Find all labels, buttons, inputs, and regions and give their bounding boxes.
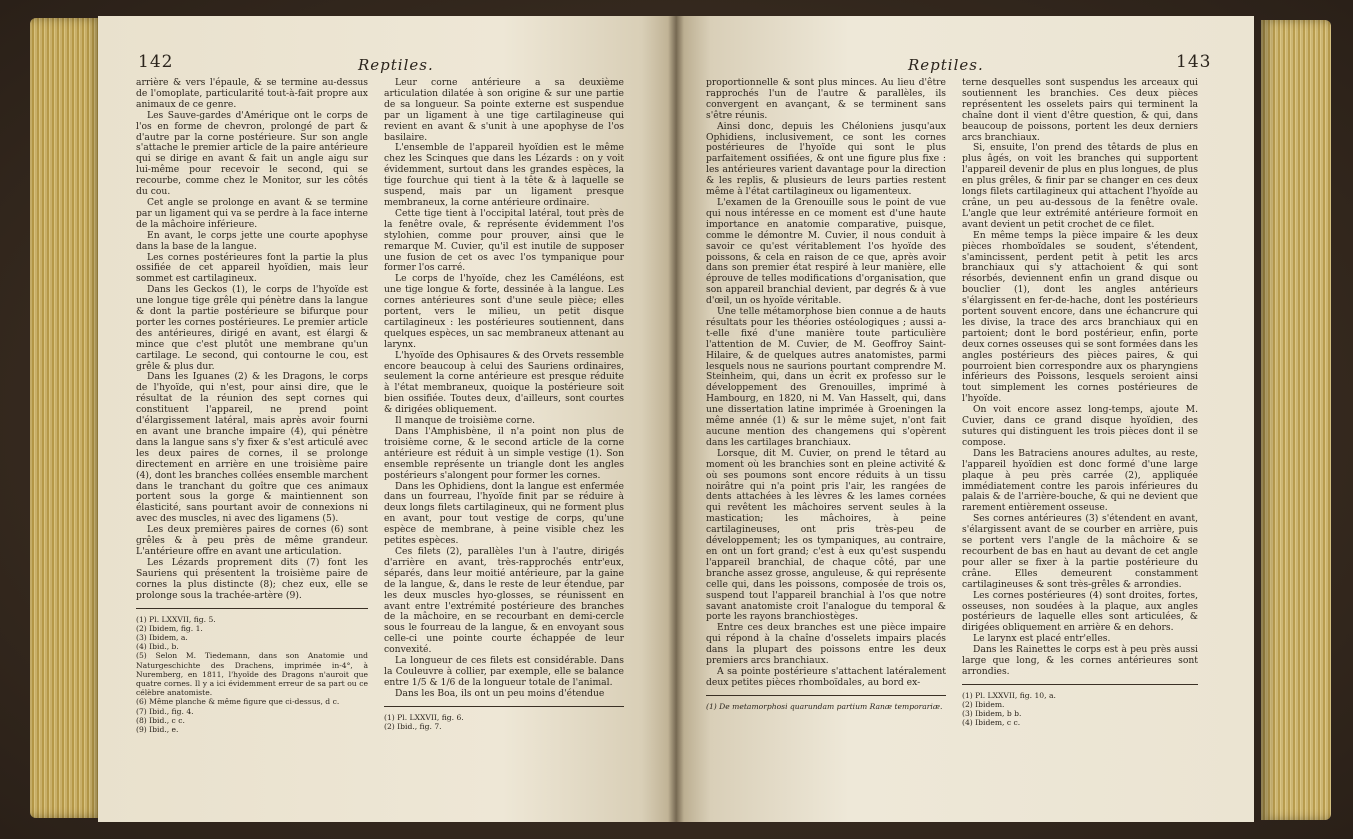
- paragraph: Le larynx est placé entr'elles.: [973, 633, 1111, 645]
- paragraph: L'hyoïde des Ophisaures & des Orvets ressemble encore beaucoup à celui des Sauriens ordinaires, seulement la corne antérieure est presque réduite à l'état membraneux, quoique la postérieure soit bien ossifiée. Toutes deux, d'ailleurs, sont courtes & dirigées obliquement.: [384, 349, 624, 416]
- footnote-rule: [136, 608, 368, 609]
- footnote: (1) De metamorphosi quarundam partium Ranæ temporariæ.: [706, 701, 943, 711]
- paragraph: Les deux premières paires de cornes (6) sont grêles & à peu près de même grandeur. L'antérieure offre en avant une articulation.: [136, 524, 368, 557]
- right-page: [676, 16, 1254, 822]
- footnote: (4) Ibidem, c c.: [962, 718, 1021, 728]
- footnote-rule: [384, 706, 624, 707]
- left-folio: 142: [138, 52, 174, 72]
- footnote: (1) Pl. LXXVII, fig. 10, a.: [962, 690, 1056, 700]
- footnote: (5) Selon M. Tiedemann, dans son Anatomie und Naturgeschichte des Drachens, imprimée in-4°, à Nuremberg, en 1811, l'hyoïde des Dragons n'auroit que quatre cornes. Il y a ici évidemment erreur de sa part ou ce célèbre anatomiste.: [136, 651, 368, 698]
- paragraph: Si, ensuite, l'on prend des têtards de plus en plus âgés, on voit les branches qui supportent l'appareil devenir de plus en plus longues, de plus en plus grêles, & finir par se changer en ces deux longs filets cartilagineux qui attachent l'hyoïde au crâne, un peu au-dessous de la fenêtre ovale. L'angle que leur extrémité antérieure formoit en avant devient un petit crochet de ce filet.: [962, 142, 1198, 230]
- footnote: (2) Ibidem.: [962, 700, 1005, 710]
- right-page-edges: [1261, 20, 1331, 820]
- footnotes: [136, 615, 368, 735]
- paragraph: Dans les Batraciens anoures adultes, au reste, l'appareil hyoïdien est donc formé d'une large plaque à peu près carrée (2), appliquée immédiatement contre les parois inférieures du palais & de l'arrière-bouche, & qui ne devient que rarement entièrement osseuse.: [962, 447, 1198, 514]
- paragraph: proportionnelle & sont plus minces. Au lieu d'être rapprochés l'un de l'autre & parallèles, ils convergent en avançant, & se terminent sans s'être réunis.: [706, 77, 946, 121]
- paragraph: A sa pointe postérieure s'attachent latéralement deux petites pièces rhomboïdales, au bord ex-: [706, 665, 946, 688]
- footnote-rule: [962, 684, 1198, 685]
- paragraph: Les cornes postérieures font la partie la plus ossifiée de cet appareil hyoïdien, mais leur sommet est cartilagineux.: [136, 251, 368, 285]
- paragraph: Dans les Geckos (1), le corps de l'hyoïde est une longue tige grêle qui pénètre dans la langue & dont la partie postérieure se bifurque pour porter les cornes postérieures. Le premier article des antérieures, dirigé en avant, est élargi & mince que c'est plutôt une membrane qu'un cartilage. Le second, qui contourne le cou, est grêle & plus dur.: [136, 284, 368, 372]
- footnote: (8) Ibid., c c.: [136, 715, 185, 725]
- paragraph: Cette tige tient à l'occipital latéral, tout près de la fenêtre ovale, & représente évidemment l'os stylohien, comme pour prouver, ainsi que le remarque M. Cuvier, qu'il est inutile de supposer une fusion de cet os avec l'os tympanique pour former l'os carré.: [384, 207, 624, 274]
- footnote: (4) Ibid., b.: [136, 642, 179, 652]
- paragraph: Cet angle se prolonge en avant & se termine par un ligament qui va se perdre à la face interne de la mâchoire inférieure.: [136, 196, 368, 230]
- paragraph: L'ensemble de l'appareil hyoïdien est le même chez les Scinques que dans les Lézards : on y voit évidemment, surtout dans les grandes espèces, la tige fourchue qui tient à la tête & à laquelle se suspend, mais par un ligament presque membraneux, la corne antérieure ordinaire.: [384, 142, 624, 208]
- footnotes: [962, 691, 1198, 728]
- footnote: (3) Ibidem, a.: [136, 632, 188, 642]
- paragraph: En même temps la pièce impaire & les deux pièces rhomboïdales se soudent, s'étendent, s'amincissent, perdent petit à petit les arcs branchiaux qui s'y attachoient & qui sont résorbés, deviennent enfin un grand disque ou bouclier (1), dont les angles antérieurs s'élargissent en fer-de-hache, dont les postérieurs portent souvent encore, dans une échancrure qui les divise, la trace des arcs branchiaux qui en partoient; dont le bord postérieur, enfin, porte deux cornes osseuses qui se sont formées dans les angles postérieurs des pièces paires, & qui pourroient bien correspondre aux os pharyngiens inférieurs des Poissons, lesquels seroient ainsi tout simplement les cornes postérieures de l'hyoïde.: [962, 229, 1198, 405]
- paragraph: Dans les Ophidiens, dont la langue est enfermée dans un fourreau, l'hyoïde finit par se réduire à deux longs filets cartilagineux, qui ne forment plus en avant, pour tout vestige de corps, qu'une espèce de membrane, à peine visible chez les petites espèces.: [384, 480, 624, 547]
- paragraph: Lorsque, dit M. Cuvier, on prend le têtard au moment où les branchies sont en pleine activité & où ses poumons sont encore réduits à un tissu noirâtre qui n'a point pris l'air, les rangées de dents attachées à les lèvres & les lames cornées qui revêtent les mâchoires servent seules à la mastication; les mâchoires, à peine cartilagineuses, ont pris très-peu de développement; les os tympaniques, au contraire, en ont un fort grand; c'est à eux qu'est suspendu l'appareil branchial, de chaque côté, par une branche assez grosse, anguleuse, & qui représente celle qui, dans les poissons, composée de trois os, suspend tout l'appareil branchial à l'os que notre savant anatomiste croit l'analogue du temporal & porte les rayons branchiostèges.: [706, 447, 946, 623]
- paragraph: Le corps de l'hyoïde, chez les Caméléons, est une tige longue & forte, dessinée à la langue. Les cornes antérieures sont d'une seule pièce; elles portent, vers le milieu, un petit disque cartilagineux : les postérieures soutiennent, dans quelques espèces, un sac membraneux attenant au larynx.: [384, 273, 624, 350]
- right-folio: 143: [1176, 52, 1212, 72]
- paragraph: Il manque de troisième corne.: [395, 415, 536, 427]
- paragraph: terne desquelles sont suspendus les arceaux qui soutiennent les branchies. Ces deux pièces représentent les osselets pairs qui terminent la chaîne dont il vient d'être question, & qui, dans beaucoup de poissons, portent les deux derniers arcs branchiaux.: [962, 77, 1198, 143]
- paragraph: La longueur de ces filets est considérable. Dans la Couleuvre à collier, par exemple, elle se balance entre 1/5 & 1/6 de la longueur totale de l'animal.: [384, 655, 624, 688]
- right-column-2: [962, 78, 1198, 728]
- paragraph: Dans les Rainettes le corps est à peu près aussi large que long, & les cornes antérieures sont arrondies.: [962, 644, 1198, 677]
- right-column-1: [706, 78, 946, 711]
- right-running-head: Reptiles.: [908, 56, 984, 74]
- left-page-edges: [30, 18, 102, 818]
- paragraph: Entre ces deux branches est une pièce impaire qui répond à la chaîne d'osselets impairs placés dans la plupart des poissons entre les deux premiers arcs branchiaux.: [706, 622, 946, 667]
- paragraph: Les cornes postérieures (4) sont droites, fortes, osseuses, non soudées à la plaque, aux angles postérieurs de laquelle elles sont articulées, & dirigées obliquement en arrière & en dehors.: [962, 589, 1198, 634]
- left-running-head: Reptiles.: [358, 56, 434, 74]
- footnote: (3) Ibidem, b b.: [962, 709, 1022, 719]
- footnote: (1) Pl. LXXVII, fig. 5.: [136, 614, 216, 624]
- paragraph: Ainsi donc, depuis les Chéloniens jusqu'aux Ophidiens, inclusivement, ce sont les cornes postérieures de l'hyoïde qui sont le plus parfaitement ossifiées, & ont une figure plus fixe : les antérieures varient davantage pour la direction & les replis, & plusieurs de leurs parties restent même à l'état cartilagineux ou ligamenteux.: [706, 120, 946, 198]
- left-column-2: [384, 78, 624, 731]
- paragraph: L'examen de la Grenouille sous le point de vue qui nous intéresse en ce moment est d'une haute importance en anatomie comparative, puisque, comme le démontre M. Cuvier, il nous conduit à savoir ce qu'est véritablement l'os hyoïde des poissons, & cela en raison de ce que, après avoir dans son premier état respiré à leur manière, elle éprouve de telles modifications d'organisation, que son appareil branchial devient, par degrés & à vue d'œil, un os hyoïde véritable.: [706, 196, 946, 307]
- book-gutter: [668, 16, 684, 822]
- footnote: (7) Ibid., fig. 4.: [136, 706, 194, 716]
- footnotes: [706, 702, 946, 711]
- footnote: (1) Pl. LXXVII, fig. 6.: [384, 712, 464, 722]
- paragraph: Les Lézards proprement dits (7) font les Sauriens qui présentent la troisième paire de cornes la plus distincte (8); chez eux, elle se prolonge sous la trachée-artère (9).: [136, 556, 368, 601]
- paragraph: Dans les Iguanes (2) & les Dragons, le corps de l'hyoïde, qui n'est, pour ainsi dire, que le résultat de la réunion des sept cornes qui constituent l'appareil, ne prend point d'élargissement latéral, mais après avoir fourni en avant une branche impaire (4), qui pénètre dans la langue sans s'y fixer & s'est articulé avec les deux paires de cornes, il se prolonge directement en arrière en une troisième paire (4), dont les branches collées ensemble marchent dans le tranchant du goître que ces animaux portent sous la gorge & maintiennent son élasticité, sans pourtant avoir de connexions ni avec des muscles, ni avec des ligamens (5).: [136, 371, 368, 525]
- paragraph: Les Sauve-gardes d'Amérique ont le corps de l'os en forme de chevron, prolongé de part & d'autre par la corne postérieure. Sur son angle s'attache le premier article de la paire antérieure qui se dirige en avant & fait un angle aigu sur lui-même pour recevoir le second, qui se recourbe, comme chez le Monitor, sur les côtés du cou.: [136, 109, 368, 198]
- paragraph: Dans les Boa, ils ont un peu moins d'étendue: [395, 687, 605, 699]
- footnote: (2) Ibidem, fig. 1.: [136, 623, 203, 633]
- footnote: (2) Ibid., fig. 7.: [384, 721, 442, 731]
- paragraph: On voit encore assez long-temps, ajoute M. Cuvier, dans ce grand disque hyoïdien, des sutures qui distinguent les trois pièces dont il se compose.: [962, 404, 1198, 448]
- paragraph: arrière & vers l'épaule, & se termine au-dessus de l'omoplate, particularité tout-à-fait propre aux animaux de ce genre.: [136, 77, 368, 110]
- left-page: [98, 16, 676, 822]
- paragraph: Dans l'Amphisbène, il n'a point non plus de troisième corne, & le second article de la corne antérieure est réduit à un simple vestige (1). Son ensemble représente un triangle dont les angles postérieurs s'alongent pour former les cornes.: [384, 426, 624, 481]
- footnote: (6) Même planche & même figure que ci-dessus, d c.: [136, 697, 340, 707]
- left-column-1: [136, 78, 368, 734]
- footnote: (9) Ibid., e.: [136, 724, 179, 734]
- footnote-rule: [706, 695, 946, 696]
- paragraph: En avant, le corps jette une courte apophyse dans la base de la langue.: [136, 229, 368, 252]
- paragraph: Une telle métamorphose bien connue a de hauts résultats pour les théories ostéologiques ; aussi a-t-elle fixé d'une manière toute particulière l'attention de M. Cuvier, de M. Geoffroy Saint-Hilaire, & de quelques autres anatomistes, parmi lesquels nous ne saurions pourtant comprendre M. Steinheim, qui, dans un écrit ex professo sur le développement des Grenouilles, imprimé à Hambourg, en 1820, ni M. Van Hasselt, qui, dans une dissertation latine imprimée à Groeningen la même année (1) & sur le même sujet, n'ont fait aucune mention des changemens qui s'opèrent dans les cartilages branchiaux.: [706, 306, 946, 448]
- paragraph: Ces filets (2), parallèles l'un à l'autre, dirigés d'arrière en avant, très-rapprochés entr'eux, séparés, dans leur moitié antérieure, par la gaine de la langue, &, dans le reste de leur étendue, par les deux muscles hyo-glosses, se réunissent en avant entre l'extrémité postérieure des branches de la mâchoire, en se recourbant en demi-cercle sous le fourreau de la langue, & en envoyant sous celle-ci une pointe courte échappée de leur convexité.: [384, 545, 624, 656]
- footnotes: [384, 713, 624, 731]
- paragraph: Ses cornes antérieures (3) s'étendent en avant, s'élargissent avant de se courber en arrière, puis se portent vers l'angle de la mâchoire & se recourbent de bas en haut au devant de cet angle pour aller se fixer à la partie postérieure du crâne. Elles demeurent constamment cartilagineuses & sont très-grêles & arrondies.: [962, 513, 1198, 590]
- paragraph: Leur corne antérieure a sa deuxième articulation dilatée à son origine & sur une partie de sa longueur. Sa pointe externe est suspendue par un ligament à une tige cartilagineuse qui revient en avant & s'unit à une apophyse de l'os basilaire.: [384, 77, 624, 143]
